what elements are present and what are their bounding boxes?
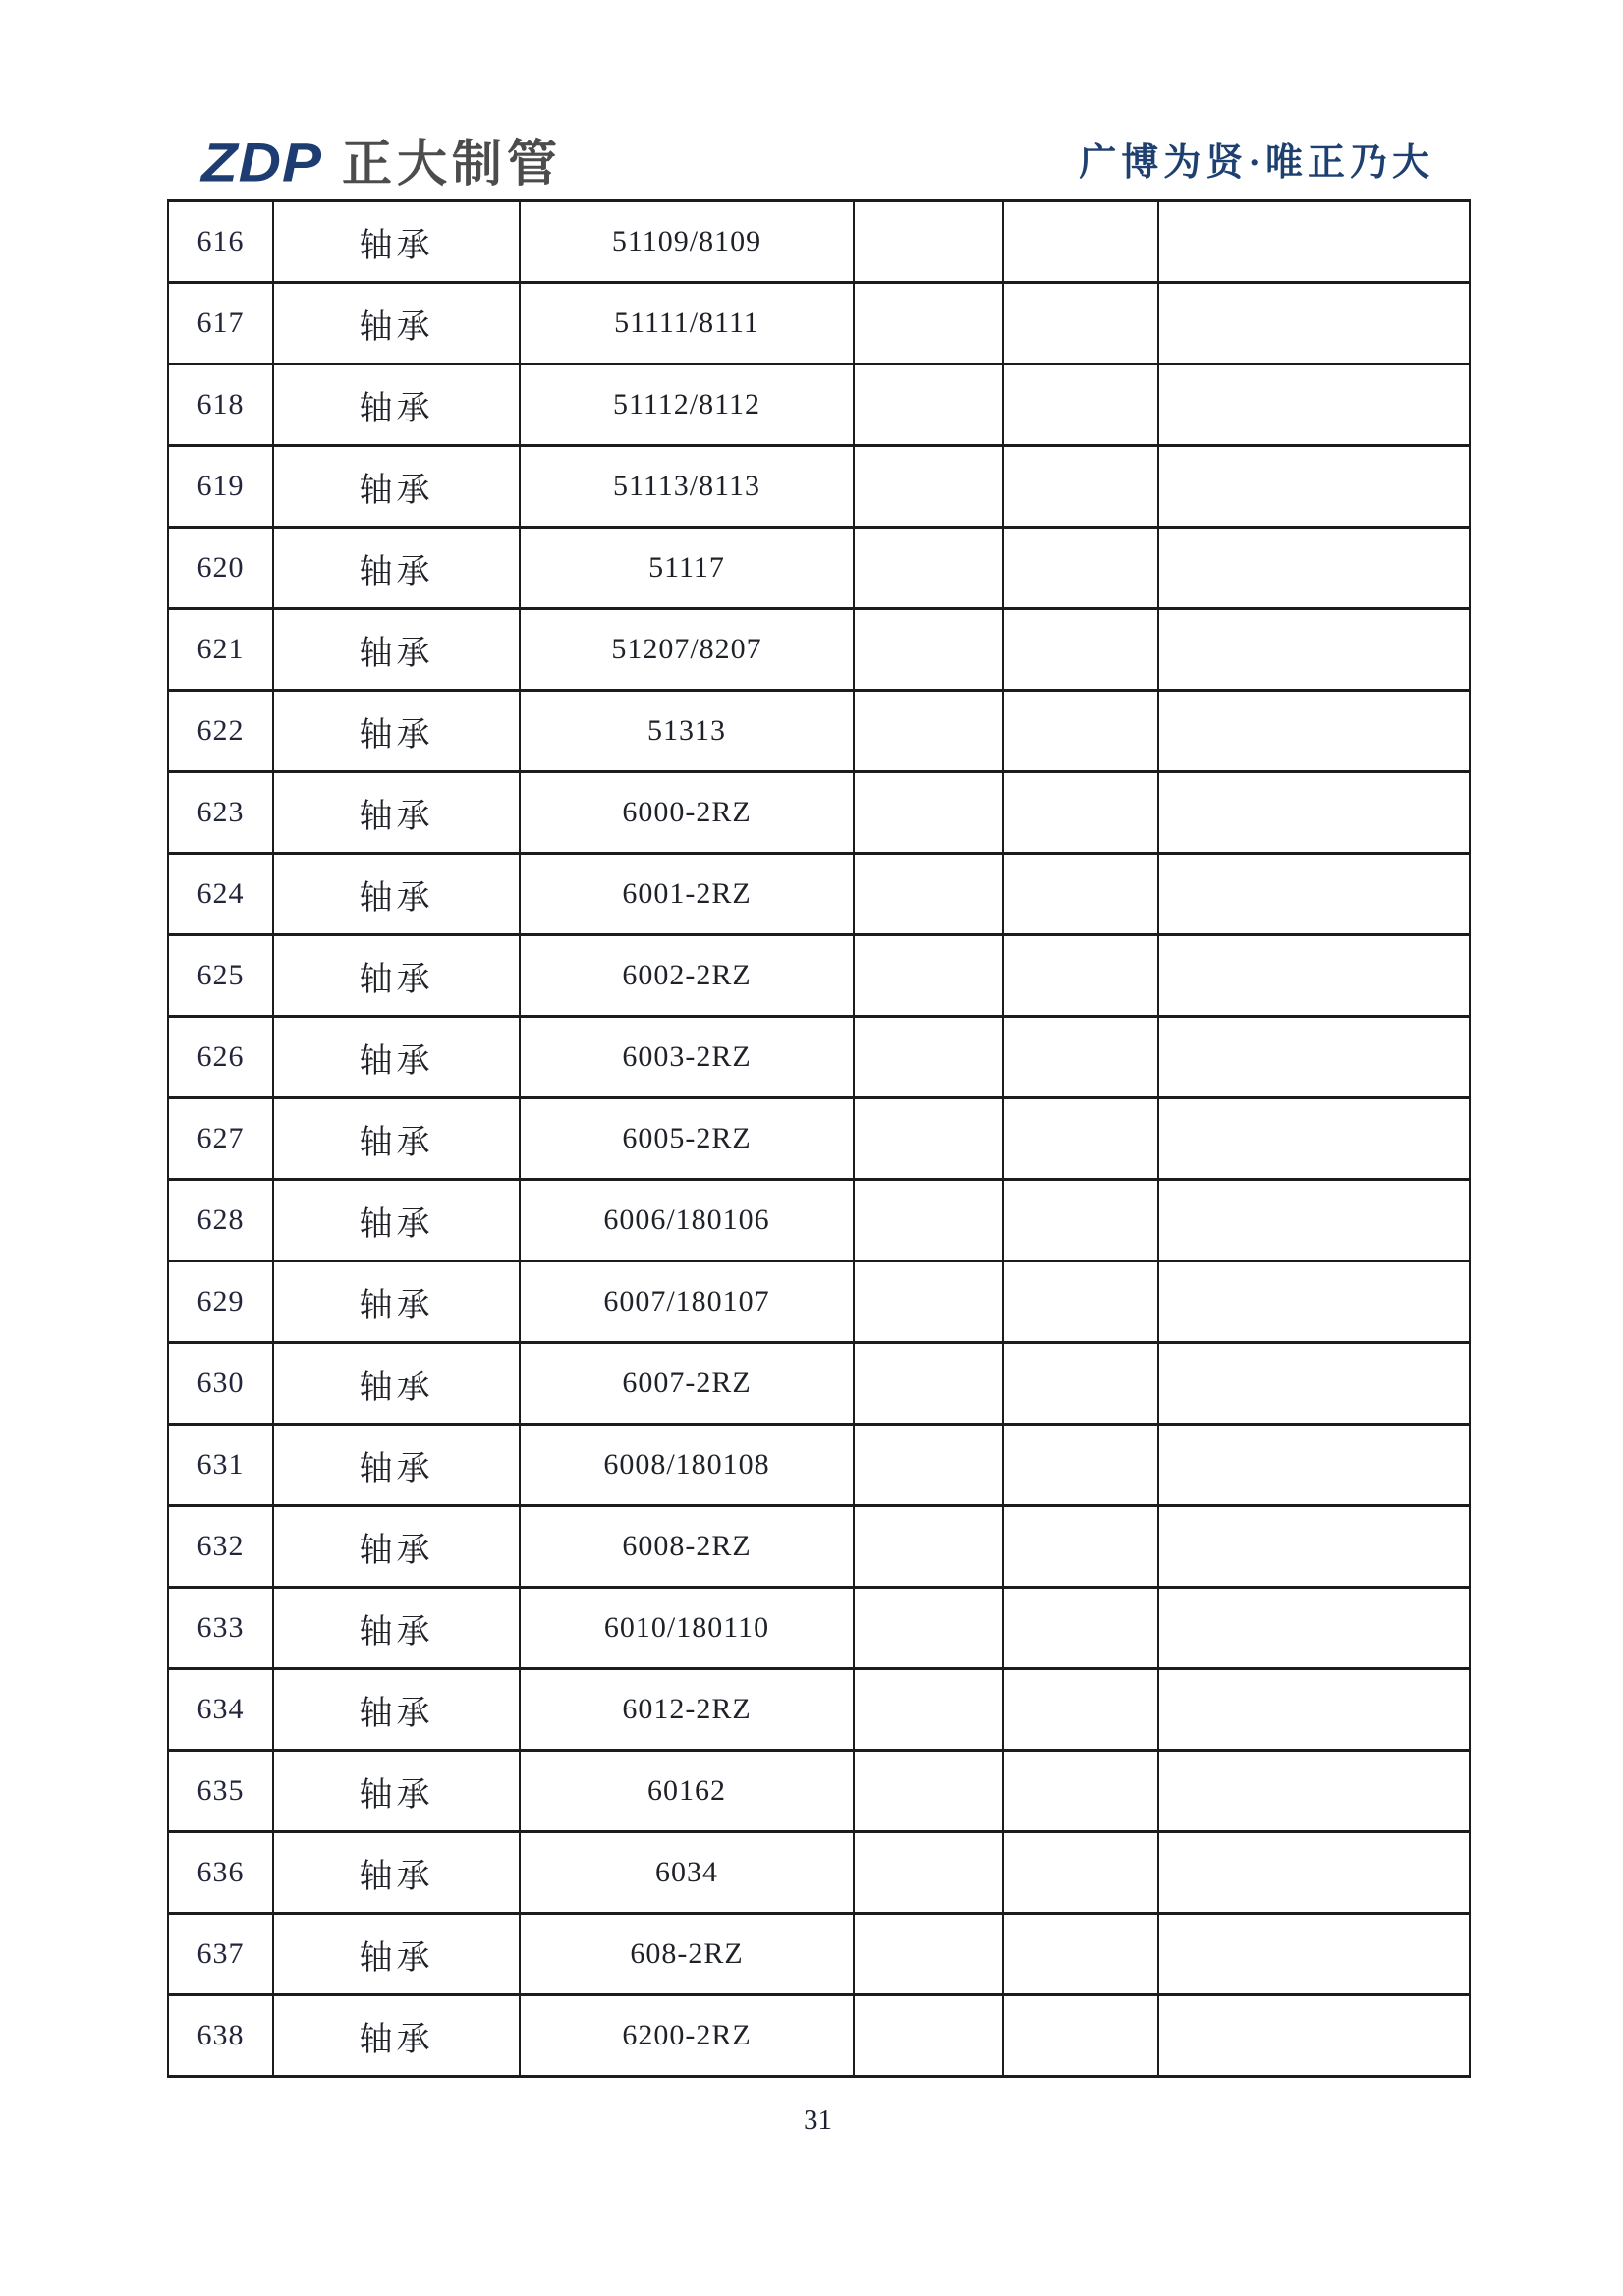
row-number-cell: 624 xyxy=(168,854,273,935)
empty-cell xyxy=(1158,1588,1470,1669)
table-row xyxy=(168,364,1470,446)
empty-cell xyxy=(1003,1425,1158,1506)
empty-cell xyxy=(854,1343,1003,1425)
empty-cell xyxy=(854,1832,1003,1914)
table-row xyxy=(168,1261,1470,1343)
page-number: 31 xyxy=(804,2104,832,2136)
item-name-cell: 轴承 xyxy=(273,1343,520,1425)
empty-cell xyxy=(1003,1098,1158,1180)
empty-cell xyxy=(854,446,1003,528)
item-name-cell: 轴承 xyxy=(273,1098,520,1180)
empty-cell xyxy=(854,1261,1003,1343)
empty-cell xyxy=(1003,1669,1158,1751)
empty-cell xyxy=(1003,446,1158,528)
empty-cell xyxy=(854,935,1003,1017)
table-row xyxy=(168,1669,1470,1751)
item-name-cell: 轴承 xyxy=(273,1017,520,1098)
empty-cell xyxy=(1003,283,1158,364)
empty-cell xyxy=(1158,1261,1470,1343)
empty-cell xyxy=(854,364,1003,446)
row-number-cell: 617 xyxy=(168,283,273,364)
row-number-cell: 618 xyxy=(168,364,273,446)
empty-cell xyxy=(1003,1180,1158,1261)
empty-cell xyxy=(1158,364,1470,446)
item-name-cell: 轴承 xyxy=(273,1751,520,1832)
model-spec-cell: 6001-2RZ xyxy=(520,854,854,935)
empty-cell xyxy=(1003,691,1158,772)
empty-cell xyxy=(1158,528,1470,609)
parts-table-body xyxy=(168,201,1470,2077)
empty-cell xyxy=(854,1914,1003,1995)
model-spec-cell: 6007-2RZ xyxy=(520,1343,854,1425)
row-number-cell: 637 xyxy=(168,1914,273,1995)
model-spec-cell: 6012-2RZ xyxy=(520,1669,854,1751)
row-number-cell: 625 xyxy=(168,935,273,1017)
empty-cell xyxy=(1003,1995,1158,2077)
empty-cell xyxy=(854,1098,1003,1180)
item-name-cell: 轴承 xyxy=(273,1425,520,1506)
model-spec-cell: 51113/8113 xyxy=(520,446,854,528)
empty-cell xyxy=(854,1588,1003,1669)
row-number-cell: 623 xyxy=(168,772,273,854)
empty-cell xyxy=(854,1425,1003,1506)
row-number-cell: 630 xyxy=(168,1343,273,1425)
row-number-cell: 631 xyxy=(168,1425,273,1506)
item-name-cell: 轴承 xyxy=(273,528,520,609)
empty-cell xyxy=(1158,691,1470,772)
table-row xyxy=(168,609,1470,691)
empty-cell xyxy=(854,283,1003,364)
item-name-cell: 轴承 xyxy=(273,609,520,691)
empty-cell xyxy=(1003,1506,1158,1588)
empty-cell xyxy=(1158,609,1470,691)
model-spec-cell: 51117 xyxy=(520,528,854,609)
table-row xyxy=(168,1017,1470,1098)
item-name-cell: 轴承 xyxy=(273,446,520,528)
empty-cell xyxy=(1003,609,1158,691)
item-name-cell: 轴承 xyxy=(273,1995,520,2077)
empty-cell xyxy=(854,1669,1003,1751)
item-name-cell: 轴承 xyxy=(273,772,520,854)
item-name-cell: 轴承 xyxy=(273,1506,520,1588)
model-spec-cell: 6006/180106 xyxy=(520,1180,854,1261)
model-spec-cell: 6008/180108 xyxy=(520,1425,854,1506)
table-row xyxy=(168,1751,1470,1832)
model-spec-cell: 608-2RZ xyxy=(520,1914,854,1995)
empty-cell xyxy=(854,1995,1003,2077)
model-spec-cell: 6200-2RZ xyxy=(520,1995,854,2077)
table-row xyxy=(168,691,1470,772)
empty-cell xyxy=(1158,283,1470,364)
empty-cell xyxy=(1158,201,1470,283)
empty-cell xyxy=(1158,854,1470,935)
row-number-cell: 628 xyxy=(168,1180,273,1261)
table-row xyxy=(168,1180,1470,1261)
item-name-cell: 轴承 xyxy=(273,1832,520,1914)
model-spec-cell: 6003-2RZ xyxy=(520,1017,854,1098)
empty-cell xyxy=(1158,446,1470,528)
row-number-cell: 621 xyxy=(168,609,273,691)
table-row xyxy=(168,772,1470,854)
empty-cell xyxy=(1158,1425,1470,1506)
item-name-cell: 轴承 xyxy=(273,1588,520,1669)
company-logo xyxy=(201,134,562,193)
empty-cell xyxy=(854,201,1003,283)
empty-cell xyxy=(1003,1751,1158,1832)
empty-cell xyxy=(1003,854,1158,935)
empty-cell xyxy=(854,772,1003,854)
empty-cell xyxy=(854,609,1003,691)
table-row xyxy=(168,1098,1470,1180)
row-number-cell: 635 xyxy=(168,1751,273,1832)
empty-cell xyxy=(1003,528,1158,609)
table-row xyxy=(168,1588,1470,1669)
table-row xyxy=(168,528,1470,609)
table-row xyxy=(168,1832,1470,1914)
empty-cell xyxy=(1158,1506,1470,1588)
model-spec-cell: 51313 xyxy=(520,691,854,772)
item-name-cell: 轴承 xyxy=(273,201,520,283)
table-row xyxy=(168,201,1470,283)
empty-cell xyxy=(1003,1588,1158,1669)
empty-cell xyxy=(854,528,1003,609)
table-row xyxy=(168,1995,1470,2077)
table-row xyxy=(168,446,1470,528)
empty-cell xyxy=(854,1180,1003,1261)
empty-cell xyxy=(1003,772,1158,854)
table-row xyxy=(168,1506,1470,1588)
empty-cell xyxy=(1158,1751,1470,1832)
empty-cell xyxy=(1158,1017,1470,1098)
empty-cell xyxy=(1158,772,1470,854)
table-row xyxy=(168,283,1470,364)
row-number-cell: 620 xyxy=(168,528,273,609)
empty-cell xyxy=(854,1017,1003,1098)
table-row xyxy=(168,935,1470,1017)
company-slogan: 广博为贤·唯正乃大 xyxy=(1079,142,1434,184)
table-row xyxy=(168,1914,1470,1995)
item-name-cell: 轴承 xyxy=(273,364,520,446)
parts-table xyxy=(167,199,1471,2078)
item-name-cell: 轴承 xyxy=(273,854,520,935)
row-number-cell: 634 xyxy=(168,1669,273,1751)
row-number-cell: 636 xyxy=(168,1832,273,1914)
empty-cell xyxy=(1003,935,1158,1017)
item-name-cell: 轴承 xyxy=(273,1669,520,1751)
zdp-logo-icon: ZDP xyxy=(201,132,322,194)
model-spec-cell: 6010/180110 xyxy=(520,1588,854,1669)
empty-cell xyxy=(1158,1995,1470,2077)
empty-cell xyxy=(1158,1343,1470,1425)
item-name-cell: 轴承 xyxy=(273,691,520,772)
table-row xyxy=(168,854,1470,935)
empty-cell xyxy=(1003,1343,1158,1425)
row-number-cell: 633 xyxy=(168,1588,273,1669)
item-name-cell: 轴承 xyxy=(273,1914,520,1995)
table-row xyxy=(168,1425,1470,1506)
row-number-cell: 638 xyxy=(168,1995,273,2077)
row-number-cell: 616 xyxy=(168,201,273,283)
company-name: 正大制管 xyxy=(342,135,563,192)
model-spec-cell: 51109/8109 xyxy=(520,201,854,283)
model-spec-cell: 51111/8111 xyxy=(520,283,854,364)
empty-cell xyxy=(1158,1832,1470,1914)
empty-cell xyxy=(1003,201,1158,283)
row-number-cell: 626 xyxy=(168,1017,273,1098)
model-spec-cell: 6000-2RZ xyxy=(520,772,854,854)
empty-cell xyxy=(1003,364,1158,446)
empty-cell xyxy=(1158,1669,1470,1751)
empty-cell xyxy=(1158,1098,1470,1180)
model-spec-cell: 6002-2RZ xyxy=(520,935,854,1017)
item-name-cell: 轴承 xyxy=(273,1261,520,1343)
empty-cell xyxy=(1003,1261,1158,1343)
empty-cell xyxy=(1003,1017,1158,1098)
model-spec-cell: 6034 xyxy=(520,1832,854,1914)
model-spec-cell: 6008-2RZ xyxy=(520,1506,854,1588)
model-spec-cell: 51207/8207 xyxy=(520,609,854,691)
empty-cell xyxy=(1158,1914,1470,1995)
empty-cell xyxy=(1158,1180,1470,1261)
empty-cell xyxy=(854,1506,1003,1588)
row-number-cell: 627 xyxy=(168,1098,273,1180)
row-number-cell: 619 xyxy=(168,446,273,528)
item-name-cell: 轴承 xyxy=(273,1180,520,1261)
empty-cell xyxy=(854,1751,1003,1832)
model-spec-cell: 6007/180107 xyxy=(520,1261,854,1343)
row-number-cell: 622 xyxy=(168,691,273,772)
model-spec-cell: 60162 xyxy=(520,1751,854,1832)
model-spec-cell: 6005-2RZ xyxy=(520,1098,854,1180)
item-name-cell: 轴承 xyxy=(273,935,520,1017)
empty-cell xyxy=(854,691,1003,772)
row-number-cell: 629 xyxy=(168,1261,273,1343)
model-spec-cell: 51112/8112 xyxy=(520,364,854,446)
empty-cell xyxy=(1158,935,1470,1017)
row-number-cell: 632 xyxy=(168,1506,273,1588)
empty-cell xyxy=(854,854,1003,935)
empty-cell xyxy=(1003,1914,1158,1995)
table-row xyxy=(168,1343,1470,1425)
item-name-cell: 轴承 xyxy=(273,283,520,364)
empty-cell xyxy=(1003,1832,1158,1914)
